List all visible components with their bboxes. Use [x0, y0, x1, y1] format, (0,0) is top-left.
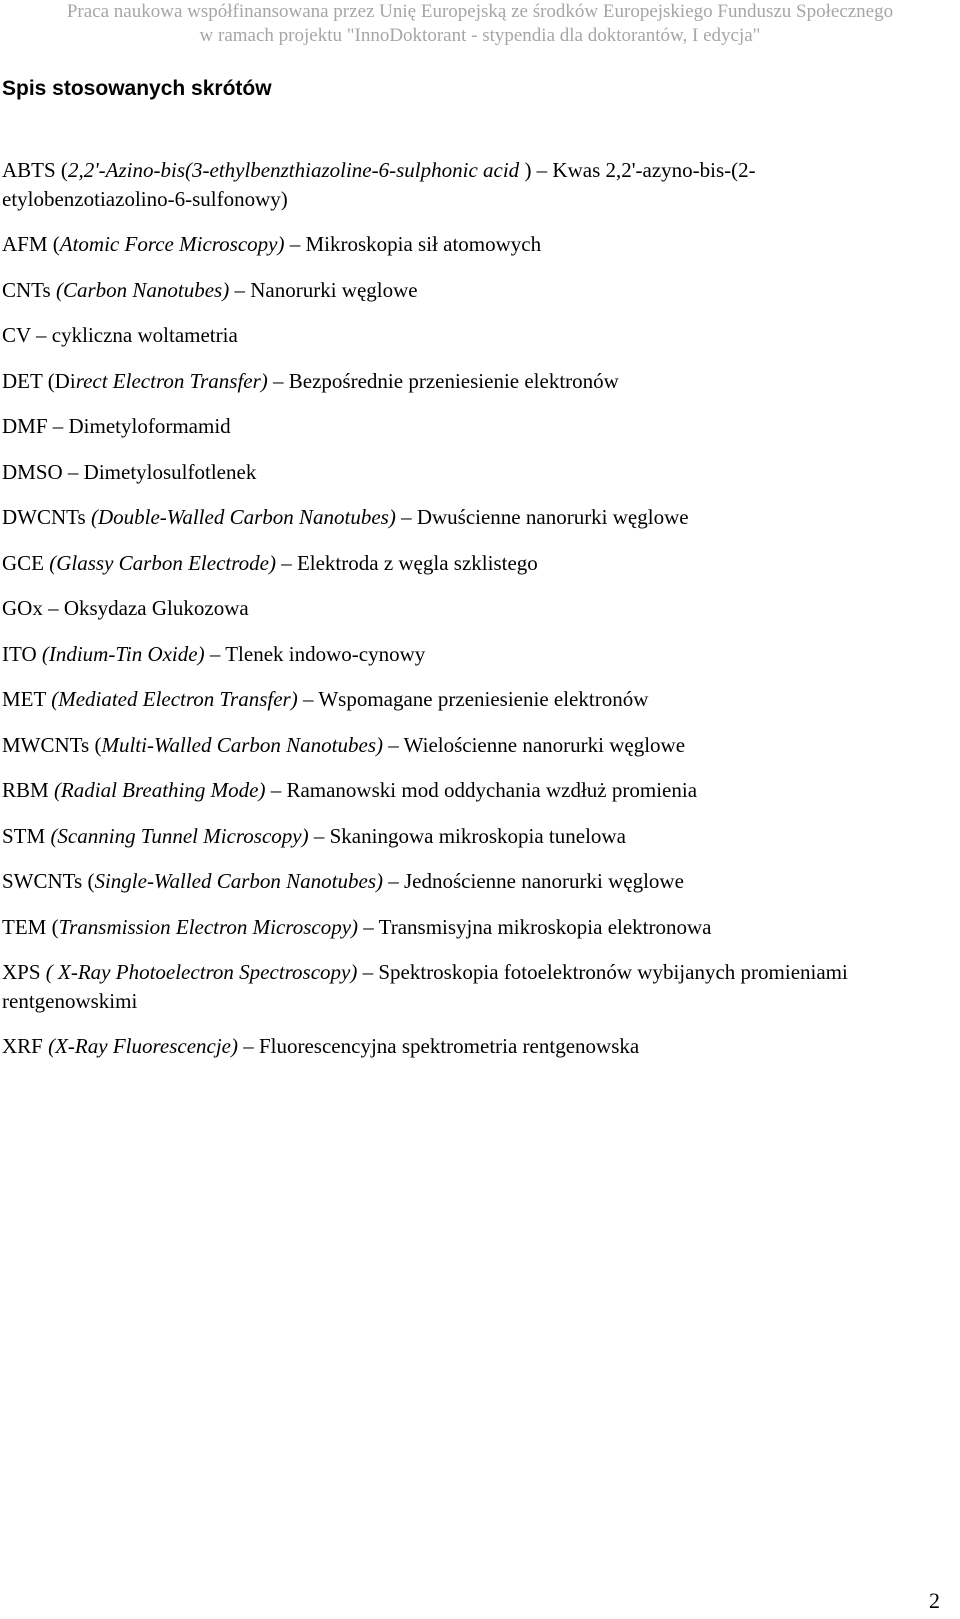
- list-item: [2, 321, 902, 350]
- entry-prefix: MET: [2, 687, 52, 711]
- entry-prefix: DWCNTs: [2, 505, 91, 529]
- entry-definition: – Bezpośrednie przeniesienie elektronów: [267, 368, 619, 393]
- entry-definition: – Mikroskopia sił atomowych: [284, 232, 542, 256]
- entry-prefix: DMF – Dimetyloformamid: [2, 414, 231, 438]
- list-item: [2, 458, 902, 487]
- entry-english-term: ( X-Ray Photoelectron Spectroscopy): [45, 960, 358, 984]
- entry-english-term: Multi-Walled Carbon Nanotubes): [101, 732, 384, 757]
- entry-prefix: GCE: [2, 550, 50, 575]
- entry-prefix: MWCNTs (: [2, 732, 102, 757]
- list-item: [2, 913, 902, 942]
- entry-english-term: (Glassy Carbon Electrode): [49, 550, 276, 575]
- entry-prefix: SWCNTs (: [2, 869, 95, 893]
- entry-definition: – Tlenek indowo-cynowy: [204, 641, 426, 666]
- entry-definition: – Transmisyjna mikroskopia elektronowa: [358, 914, 712, 939]
- list-item: [2, 640, 902, 669]
- page-header: [0, 0, 960, 48]
- list-item: [2, 594, 902, 623]
- entry-prefix: ITO: [2, 641, 42, 666]
- list-item: [2, 731, 902, 760]
- list-item: [2, 822, 902, 851]
- abbreviation-list: [2, 156, 902, 1078]
- list-item: [2, 230, 902, 259]
- header-line-1: Praca naukowa współfinansowana przez Unię Europejską ze środków Europejskiego Funduszu Społecznego: [66, 1, 894, 22]
- entry-english-term: (Mediated Electron Transfer): [51, 687, 298, 711]
- entry-definition: – Nanorurki węglowe: [229, 277, 418, 302]
- entry-english-term: 2,2'-Azino-bis(3-ethylbenzthiazoline-6-sulphonic acid: [67, 158, 520, 182]
- entry-definition: – Dwuścienne nanorurki węglowe: [395, 505, 689, 529]
- page-number: 2: [929, 1588, 940, 1613]
- entry-definition: – Jednościenne nanorurki węglowe: [383, 869, 684, 893]
- entry-definition: – Wielościenne nanorurki węglowe: [383, 732, 686, 757]
- list-item: [2, 958, 902, 1015]
- entry-english-term: (Scanning Tunnel Microscopy): [50, 823, 309, 848]
- list-item: [2, 549, 902, 578]
- entry-definition: ) – Kwas 2,2'-azyno-bis-(2-etylobenzotiazolino-6-sulfonowy): [2, 158, 756, 211]
- entry-english-term: Transmission Electron Microscopy): [58, 914, 359, 939]
- list-item: [2, 503, 902, 532]
- entry-english-term: Single-Walled Carbon Nanotubes): [94, 869, 383, 893]
- list-item: [2, 276, 902, 305]
- entry-definition: – Ramanowski mod oddychania wzdłuż promienia: [265, 778, 698, 802]
- entry-english-term: Atomic Force Microscopy): [59, 232, 285, 256]
- header-line-2: w ramach projektu "InnoDoktorant - stypendia dla doktorantów, I edycja": [199, 25, 761, 46]
- list-item: [2, 156, 902, 213]
- entry-prefix: GOx – Oksydaza Glukozowa: [2, 596, 249, 620]
- entry-prefix: AFM (: [2, 232, 60, 256]
- entry-english-term: rect Electron Transfer): [75, 368, 268, 393]
- entry-definition: – Elektroda z węgla szklistego: [275, 550, 538, 575]
- list-item: [2, 776, 902, 805]
- entry-english-term: (Carbon Nanotubes): [55, 277, 230, 302]
- entry-prefix: CNTs: [2, 277, 56, 302]
- entry-english-term: (Double-Walled Carbon Nanotubes): [90, 505, 396, 529]
- entry-definition: – Skaningowa mikroskopia tunelowa: [308, 823, 626, 848]
- entry-definition: – Spektroskopia fotoelektronów wybijanych promieniami rentgenowskimi: [2, 960, 848, 1013]
- entry-prefix: DET (Di: [2, 368, 76, 393]
- list-item: [2, 1032, 902, 1061]
- list-item: [2, 867, 902, 896]
- entry-definition: – Wspomagane przeniesienie elektronów: [297, 687, 649, 711]
- entry-definition: – Fluorescencyjna spektrometria rentgenowska: [237, 1034, 640, 1058]
- entry-prefix: ABTS (: [2, 158, 68, 182]
- entry-prefix: DMSO – Dimetylosulfotlenek: [2, 459, 257, 484]
- entry-prefix: CV – cykliczna woltametria: [2, 323, 238, 347]
- entry-prefix: TEM (: [2, 914, 59, 939]
- list-item: [2, 367, 902, 396]
- entry-english-term: (X-Ray Fluorescencje): [48, 1034, 238, 1058]
- entry-prefix: STM: [2, 823, 51, 848]
- entry-prefix: XPS: [2, 960, 46, 984]
- section-title: Spis stosowanych skrótów: [2, 77, 272, 100]
- entry-prefix: XRF: [2, 1034, 49, 1058]
- entry-prefix: RBM: [2, 778, 54, 802]
- list-item: [2, 685, 902, 714]
- entry-english-term: (Indium-Tin Oxide): [41, 641, 205, 666]
- entry-english-term: (Radial Breathing Mode): [53, 778, 266, 802]
- list-item: [2, 412, 902, 441]
